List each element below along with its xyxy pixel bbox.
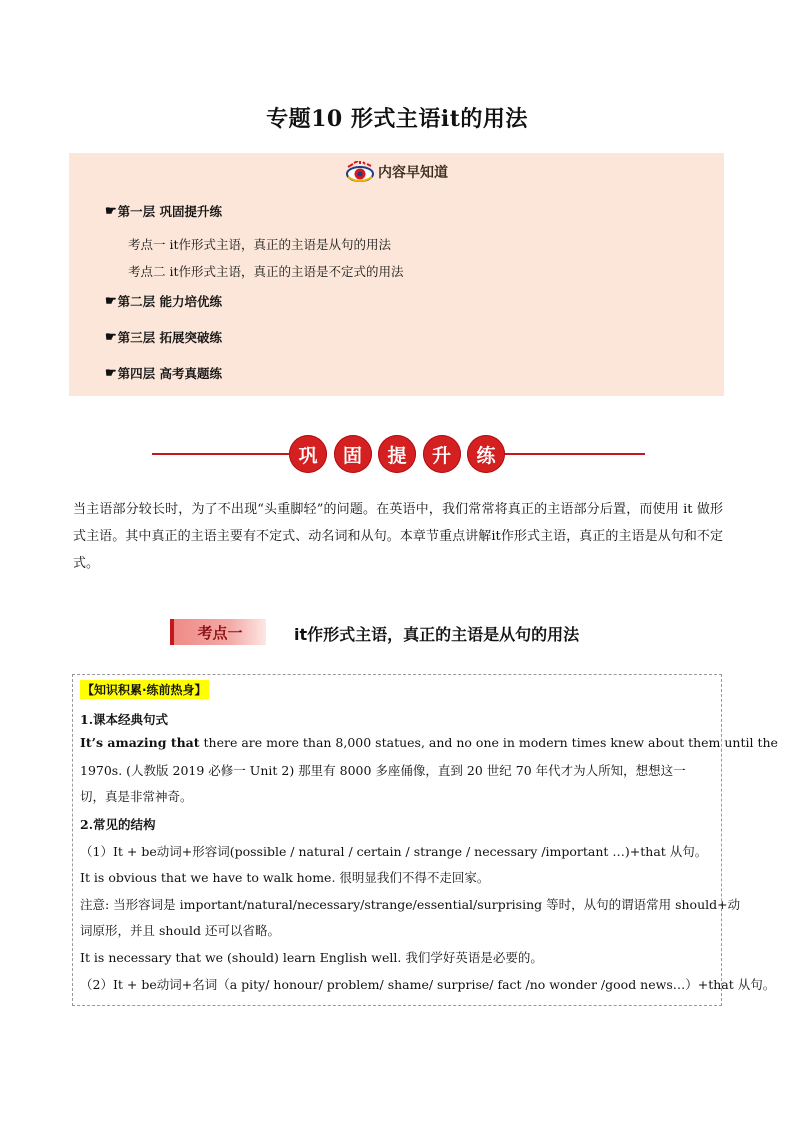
toc-kaodian-1: 考点一 it作形式主语，真正的主语是从句的用法	[128, 237, 391, 252]
banner-char: 升	[423, 435, 461, 473]
pointing-hand-icon: ☛	[105, 293, 117, 309]
kaodian-tag: 考点一	[170, 619, 266, 645]
pointing-hand-icon: ☛	[105, 365, 117, 381]
toc-level-4: ☛ 第四层 高考真题练	[105, 365, 223, 381]
section-divider-right	[505, 453, 645, 455]
toc-level-2: ☛ 第二层 能力培优练	[105, 293, 223, 309]
heading-common-structures: 2.常见的结构	[80, 817, 156, 832]
example-line: 切，真是非常神奇。	[80, 789, 193, 804]
toc-level-3: ☛ 第三层 拓展突破练	[105, 329, 223, 345]
structure-1-example: It is obvious that we have to walk home. 很明显我们不得不走回家。	[80, 870, 490, 885]
section-divider-left	[152, 453, 289, 455]
structure-2: （2）It + be动词+名词（a pity/ honour/ problem/ shame/ surprise/ fact /no wonder /good news…）+that 从句。	[80, 977, 776, 992]
contents-panel	[69, 153, 724, 396]
banner-char: 提	[378, 435, 416, 473]
knowledge-tag: 【知识积累·练前热身】	[80, 680, 209, 699]
structure-1: （1）It + be动词+形容词(possible / natural / certain / strange / necessary /important …)+that 从句。	[80, 844, 708, 859]
example-line: It’s amazing that there are more than 8,000 statues, and no one in modern times knew about them until the	[80, 735, 778, 750]
contents-heading: 内容早知道	[69, 161, 724, 183]
kaodian-title: it作形式主语，真正的主语是从句的用法	[294, 625, 580, 644]
pointing-hand-icon: ☛	[105, 203, 117, 219]
note-example: It is necessary that we (should) learn English well. 我们学好英语是必要的。	[80, 950, 543, 965]
pointing-hand-icon: ☛	[105, 329, 117, 345]
eye-icon	[345, 161, 375, 183]
page-title: 专题10 形式主语it的用法	[266, 106, 528, 132]
toc-level-1: ☛ 第一层 巩固提升练	[105, 203, 223, 219]
note-line: 注意: 当形容词是 important/natural/necessary/strange/essential/surprising 等时，从句的谓语常用 should+动	[80, 897, 741, 912]
note-line: 词原形，并且 should 还可以省略。	[80, 923, 280, 938]
toc-kaodian-2: 考点二 it作形式主语，真正的主语是不定式的用法	[128, 264, 404, 279]
heading-textbook-sentence: 1.课本经典句式	[80, 712, 169, 727]
section-banner	[289, 434, 505, 474]
banner-char: 练	[467, 435, 505, 473]
banner-char: 固	[334, 435, 372, 473]
banner-char: 巩	[289, 435, 327, 473]
example-line: 1970s. (人教版 2019 必修一 Unit 2) 那里有 8000 多座俑像，直到 20 世纪 70 年代才为人所知，想想这一	[80, 763, 686, 778]
intro-paragraph: 当主语部分较长时，为了不出现“头重脚轻”的问题。在英语中，我们常常将真正的主语部分后置，而使用 it 做形式主语。其中真正的主语主要有不定式、动名词和从句。本章节重点讲解it作形式主语，真正的主语是从句和不定式。	[73, 502, 723, 571]
